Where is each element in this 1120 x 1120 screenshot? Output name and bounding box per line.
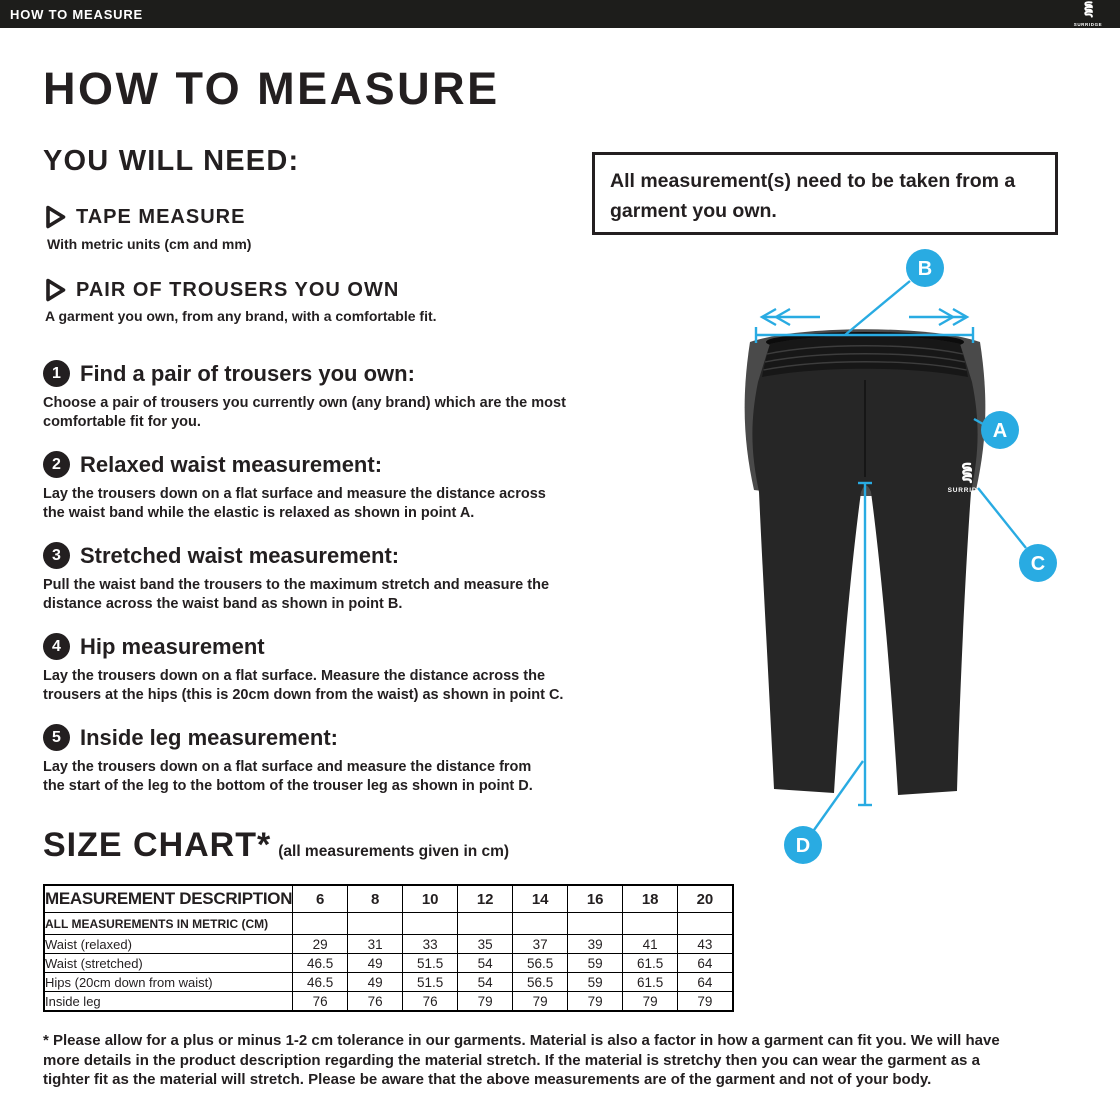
- value-cell: 37: [513, 935, 568, 954]
- point-a-label: A: [992, 420, 1008, 442]
- footnote-line: more details in the product description regarding the material stretch. If the material is stretchy then you can wear the garment as a: [43, 1051, 980, 1069]
- trousers-figure: [720, 230, 1120, 890]
- step-title: Find a pair of trousers you own:: [80, 360, 415, 386]
- header-cell: 10: [403, 885, 458, 913]
- subheader-cell: ALL MEASUREMENTS IN METRIC (CM): [44, 913, 293, 935]
- header-cell: 16: [568, 885, 623, 913]
- need-item-tape-measure: [44, 204, 245, 230]
- surridge-s-icon: [1080, 1, 1096, 19]
- step-title: Inside leg measurement:: [80, 724, 338, 750]
- surridge-logo: [1062, 1, 1114, 27]
- need-item-title: PAIR OF TROUSERS YOU OWN: [76, 278, 400, 301]
- row-label: Waist (relaxed): [44, 935, 293, 954]
- step-number-badge: 3: [43, 542, 70, 569]
- value-cell: 51.5: [403, 954, 458, 973]
- value-cell: 54: [458, 973, 513, 992]
- value-cell: 46.5: [293, 973, 348, 992]
- point-d-label: D: [795, 835, 811, 857]
- header-cell: 20: [678, 885, 733, 913]
- empty-cell: [678, 913, 733, 935]
- step-number-badge: 5: [43, 724, 70, 751]
- step-body-line: trousers at the hips (this is 20cm down from the waist) as shown in point C.: [43, 687, 564, 703]
- table-row: [44, 992, 733, 1012]
- value-cell: 61.5: [623, 973, 678, 992]
- value-cell: 56.5: [513, 954, 568, 973]
- row-label: Waist (stretched): [44, 954, 293, 973]
- footnote-line: tighter fit as the material will stretch. Please be aware that the above measurements are of the garment and not of your body.: [43, 1071, 932, 1088]
- step-title: Stretched waist measurement:: [80, 542, 400, 568]
- step-5: [43, 724, 668, 796]
- value-cell: 76: [293, 992, 348, 1012]
- empty-cell: [568, 913, 623, 935]
- empty-cell: [403, 913, 458, 935]
- step-2: [43, 451, 668, 523]
- step-number-badge: 1: [43, 360, 70, 387]
- table-row: [44, 973, 733, 992]
- value-cell: 59: [568, 954, 623, 973]
- value-cell: 56.5: [513, 973, 568, 992]
- point-c-label: C: [1030, 553, 1046, 575]
- step-body-line: Lay the trousers down on a flat surface. Measure the distance across the: [43, 668, 546, 684]
- trousers-brand-wordmark: SURRIDGE: [947, 487, 989, 494]
- size-chart-heading: [43, 826, 509, 865]
- header-cell: 18: [623, 885, 678, 913]
- value-cell: 35: [458, 935, 513, 954]
- size-chart-subtitle: (all measurements given in cm): [278, 843, 510, 860]
- value-cell: 51.5: [403, 973, 458, 992]
- value-cell: 61.5: [623, 954, 678, 973]
- value-cell: 79: [623, 992, 678, 1012]
- tolerance-footnote: [43, 1031, 1098, 1090]
- header-cell: 8: [348, 885, 403, 913]
- step-title: Hip measurement: [80, 633, 265, 659]
- table-subheader-row: [44, 913, 733, 935]
- you-will-need-heading: YOU WILL NEED:: [43, 145, 300, 177]
- value-cell: 31: [348, 935, 403, 954]
- step-body-line: comfortable fit for you.: [43, 414, 201, 430]
- triangle-bullet-icon: [44, 277, 67, 303]
- step-number-badge: 4: [43, 633, 70, 660]
- measurement-note-box: All measurement(s) need to be taken from a garment you own.: [592, 152, 1058, 235]
- value-cell: 79: [513, 992, 568, 1012]
- table-row: [44, 935, 733, 954]
- top-bar: [0, 0, 1120, 28]
- row-label: Inside leg: [44, 992, 293, 1012]
- header-cell: 14: [513, 885, 568, 913]
- step-4: [43, 633, 668, 705]
- value-cell: 33: [403, 935, 458, 954]
- empty-cell: [513, 913, 568, 935]
- step-number-badge: 2: [43, 451, 70, 478]
- step-body-line: the waist band while the elastic is relaxed as shown in point A.: [43, 505, 475, 521]
- need-item-subtitle: With metric units (cm and mm): [47, 236, 252, 252]
- need-item-title: TAPE MEASURE: [76, 205, 246, 228]
- header-cell: MEASUREMENT DESCRIPTION: [44, 885, 293, 913]
- value-cell: 79: [458, 992, 513, 1012]
- row-label: Hips (20cm down from waist): [44, 973, 293, 992]
- need-item-subtitle: A garment you own, from any brand, with a comfortable fit.: [45, 308, 437, 324]
- empty-cell: [458, 913, 513, 935]
- step-1: [43, 360, 668, 432]
- step-body-line: Lay the trousers down on a flat surface and measure the distance across: [43, 486, 546, 502]
- step-3: [43, 542, 668, 614]
- top-bar-title: HOW TO MEASURE: [10, 6, 144, 22]
- value-cell: 41: [623, 935, 678, 954]
- step-body-line: the start of the leg to the bottom of the trouser leg as shown in point D.: [43, 778, 533, 794]
- size-chart-title: SIZE CHART*: [43, 826, 272, 864]
- empty-cell: [623, 913, 678, 935]
- header-cell: 12: [458, 885, 513, 913]
- value-cell: 76: [403, 992, 458, 1012]
- value-cell: 43: [678, 935, 733, 954]
- value-cell: 29: [293, 935, 348, 954]
- header-cell: 6: [293, 885, 348, 913]
- empty-cell: [293, 913, 348, 935]
- size-chart-table: [43, 884, 734, 1012]
- table-row: [44, 954, 733, 973]
- table-header-row: [44, 885, 733, 913]
- footnote-line: * Please allow for a plus or minus 1-2 cm tolerance in our garments. Material is also a factor in how a garment can fit you. We will have: [43, 1032, 1000, 1049]
- value-cell: 46.5: [293, 954, 348, 973]
- step-body-line: Pull the waist band the trousers to the maximum stretch and measure the: [43, 577, 550, 593]
- step-body-line: Lay the trousers down on a flat surface and measure the distance from: [43, 759, 532, 775]
- empty-cell: [348, 913, 403, 935]
- surridge-wordmark: SURRIDGE: [1073, 22, 1103, 27]
- value-cell: 64: [678, 973, 733, 992]
- value-cell: 49: [348, 954, 403, 973]
- need-item-trousers: [44, 277, 399, 303]
- point-b-label: B: [917, 258, 933, 280]
- value-cell: 49: [348, 973, 403, 992]
- value-cell: 64: [678, 954, 733, 973]
- value-cell: 59: [568, 973, 623, 992]
- page-title: HOW TO MEASURE: [43, 63, 500, 114]
- triangle-bullet-icon: [44, 204, 67, 230]
- value-cell: 79: [678, 992, 733, 1012]
- value-cell: 39: [568, 935, 623, 954]
- step-title: Relaxed waist measurement:: [80, 451, 383, 477]
- value-cell: 54: [458, 954, 513, 973]
- value-cell: 79: [568, 992, 623, 1012]
- value-cell: 76: [348, 992, 403, 1012]
- step-body-line: Choose a pair of trousers you currently own (any brand) which are the most: [43, 395, 566, 411]
- step-body-line: distance across the waist band as shown in point B.: [43, 596, 403, 612]
